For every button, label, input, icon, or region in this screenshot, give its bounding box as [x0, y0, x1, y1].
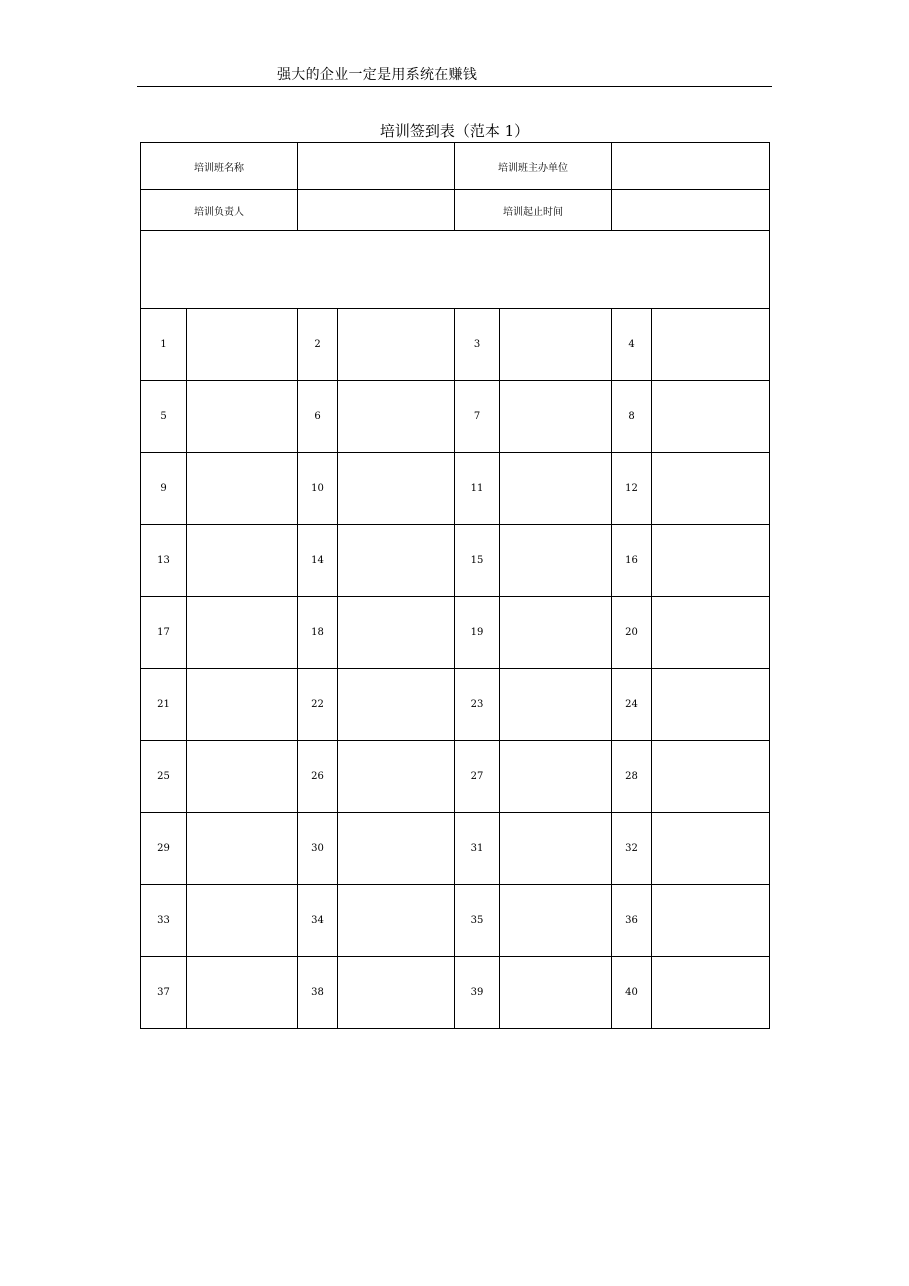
signature-field[interactable]	[187, 957, 298, 1029]
signin-row	[141, 813, 770, 885]
organizer-label: 培训班主办单位	[455, 143, 612, 190]
info-row-2	[141, 190, 770, 231]
signature-field[interactable]	[187, 309, 298, 381]
signature-field[interactable]	[338, 453, 455, 525]
form-title: 培训签到表（范本 1）	[379, 122, 530, 140]
info-row-1	[141, 143, 770, 190]
seat-number: 30	[298, 813, 338, 885]
page-header-text: 强大的企业一定是用系统在赚钱	[277, 67, 478, 83]
notes-row	[141, 231, 770, 309]
seat-number: 29	[141, 813, 187, 885]
signature-field[interactable]	[652, 525, 770, 597]
seat-number: 20	[612, 597, 652, 669]
signature-field[interactable]	[652, 885, 770, 957]
seat-number: 35	[455, 885, 500, 957]
signature-field[interactable]	[338, 669, 455, 741]
seat-number: 9	[141, 453, 187, 525]
seat-number: 11	[455, 453, 500, 525]
person-in-charge-label: 培训负责人	[141, 190, 298, 231]
seat-number: 37	[141, 957, 187, 1029]
signature-field[interactable]	[652, 741, 770, 813]
signature-field[interactable]	[500, 885, 612, 957]
seat-number: 15	[455, 525, 500, 597]
signature-field[interactable]	[187, 741, 298, 813]
seat-number: 27	[455, 741, 500, 813]
signature-field[interactable]	[500, 813, 612, 885]
signin-row	[141, 885, 770, 957]
seat-number: 7	[455, 381, 500, 453]
seat-number: 38	[298, 957, 338, 1029]
seat-number: 6	[298, 381, 338, 453]
signin-row	[141, 381, 770, 453]
seat-number: 16	[612, 525, 652, 597]
seat-number: 31	[455, 813, 500, 885]
organizer-field[interactable]	[612, 143, 770, 190]
signature-field[interactable]	[187, 453, 298, 525]
signature-field[interactable]	[500, 309, 612, 381]
signature-field[interactable]	[338, 597, 455, 669]
seat-number: 40	[612, 957, 652, 1029]
signature-field[interactable]	[338, 957, 455, 1029]
signin-row	[141, 453, 770, 525]
seat-number: 2	[298, 309, 338, 381]
period-field[interactable]	[612, 190, 770, 231]
signin-row	[141, 957, 770, 1029]
signature-field[interactable]	[500, 453, 612, 525]
seat-number: 22	[298, 669, 338, 741]
signature-field[interactable]	[500, 597, 612, 669]
signature-field[interactable]	[652, 669, 770, 741]
signin-row	[141, 669, 770, 741]
seat-number: 12	[612, 453, 652, 525]
seat-number: 28	[612, 741, 652, 813]
signin-row	[141, 525, 770, 597]
page-header	[137, 60, 772, 87]
signature-field[interactable]	[187, 597, 298, 669]
seat-number: 8	[612, 381, 652, 453]
signature-field[interactable]	[500, 957, 612, 1029]
seat-number: 21	[141, 669, 187, 741]
signature-field[interactable]	[500, 669, 612, 741]
seat-number: 36	[612, 885, 652, 957]
seat-number: 26	[298, 741, 338, 813]
signature-field[interactable]	[500, 381, 612, 453]
seat-number: 23	[455, 669, 500, 741]
signature-field[interactable]	[652, 597, 770, 669]
seat-number: 34	[298, 885, 338, 957]
signature-field[interactable]	[652, 957, 770, 1029]
seat-number: 14	[298, 525, 338, 597]
seat-number: 13	[141, 525, 187, 597]
seat-number: 17	[141, 597, 187, 669]
seat-number: 5	[141, 381, 187, 453]
person-in-charge-field[interactable]	[298, 190, 455, 231]
signature-field[interactable]	[338, 813, 455, 885]
signature-field[interactable]	[338, 885, 455, 957]
seat-number: 1	[141, 309, 187, 381]
signature-field[interactable]	[187, 669, 298, 741]
signin-row	[141, 741, 770, 813]
seat-number: 39	[455, 957, 500, 1029]
signature-field[interactable]	[187, 525, 298, 597]
signature-field[interactable]	[652, 381, 770, 453]
signature-field[interactable]	[652, 453, 770, 525]
signature-field[interactable]	[500, 741, 612, 813]
signature-field[interactable]	[338, 741, 455, 813]
notes-field[interactable]	[141, 231, 770, 309]
seat-number: 25	[141, 741, 187, 813]
signature-field[interactable]	[652, 309, 770, 381]
class-name-field[interactable]	[298, 143, 455, 190]
signature-field[interactable]	[338, 309, 455, 381]
signin-row	[141, 309, 770, 381]
signin-table	[140, 142, 770, 1029]
seat-number: 32	[612, 813, 652, 885]
signature-field[interactable]	[338, 525, 455, 597]
seat-number: 4	[612, 309, 652, 381]
signature-field[interactable]	[187, 381, 298, 453]
signature-field[interactable]	[187, 885, 298, 957]
period-label: 培训起止时间	[455, 190, 612, 231]
signature-field[interactable]	[500, 525, 612, 597]
seat-number: 18	[298, 597, 338, 669]
signature-field[interactable]	[338, 381, 455, 453]
signin-row	[141, 597, 770, 669]
signature-field[interactable]	[652, 813, 770, 885]
signature-field[interactable]	[187, 813, 298, 885]
seat-number: 10	[298, 453, 338, 525]
seat-number: 3	[455, 309, 500, 381]
seat-number: 33	[141, 885, 187, 957]
class-name-label: 培训班名称	[141, 143, 298, 190]
seat-number: 24	[612, 669, 652, 741]
seat-number: 19	[455, 597, 500, 669]
